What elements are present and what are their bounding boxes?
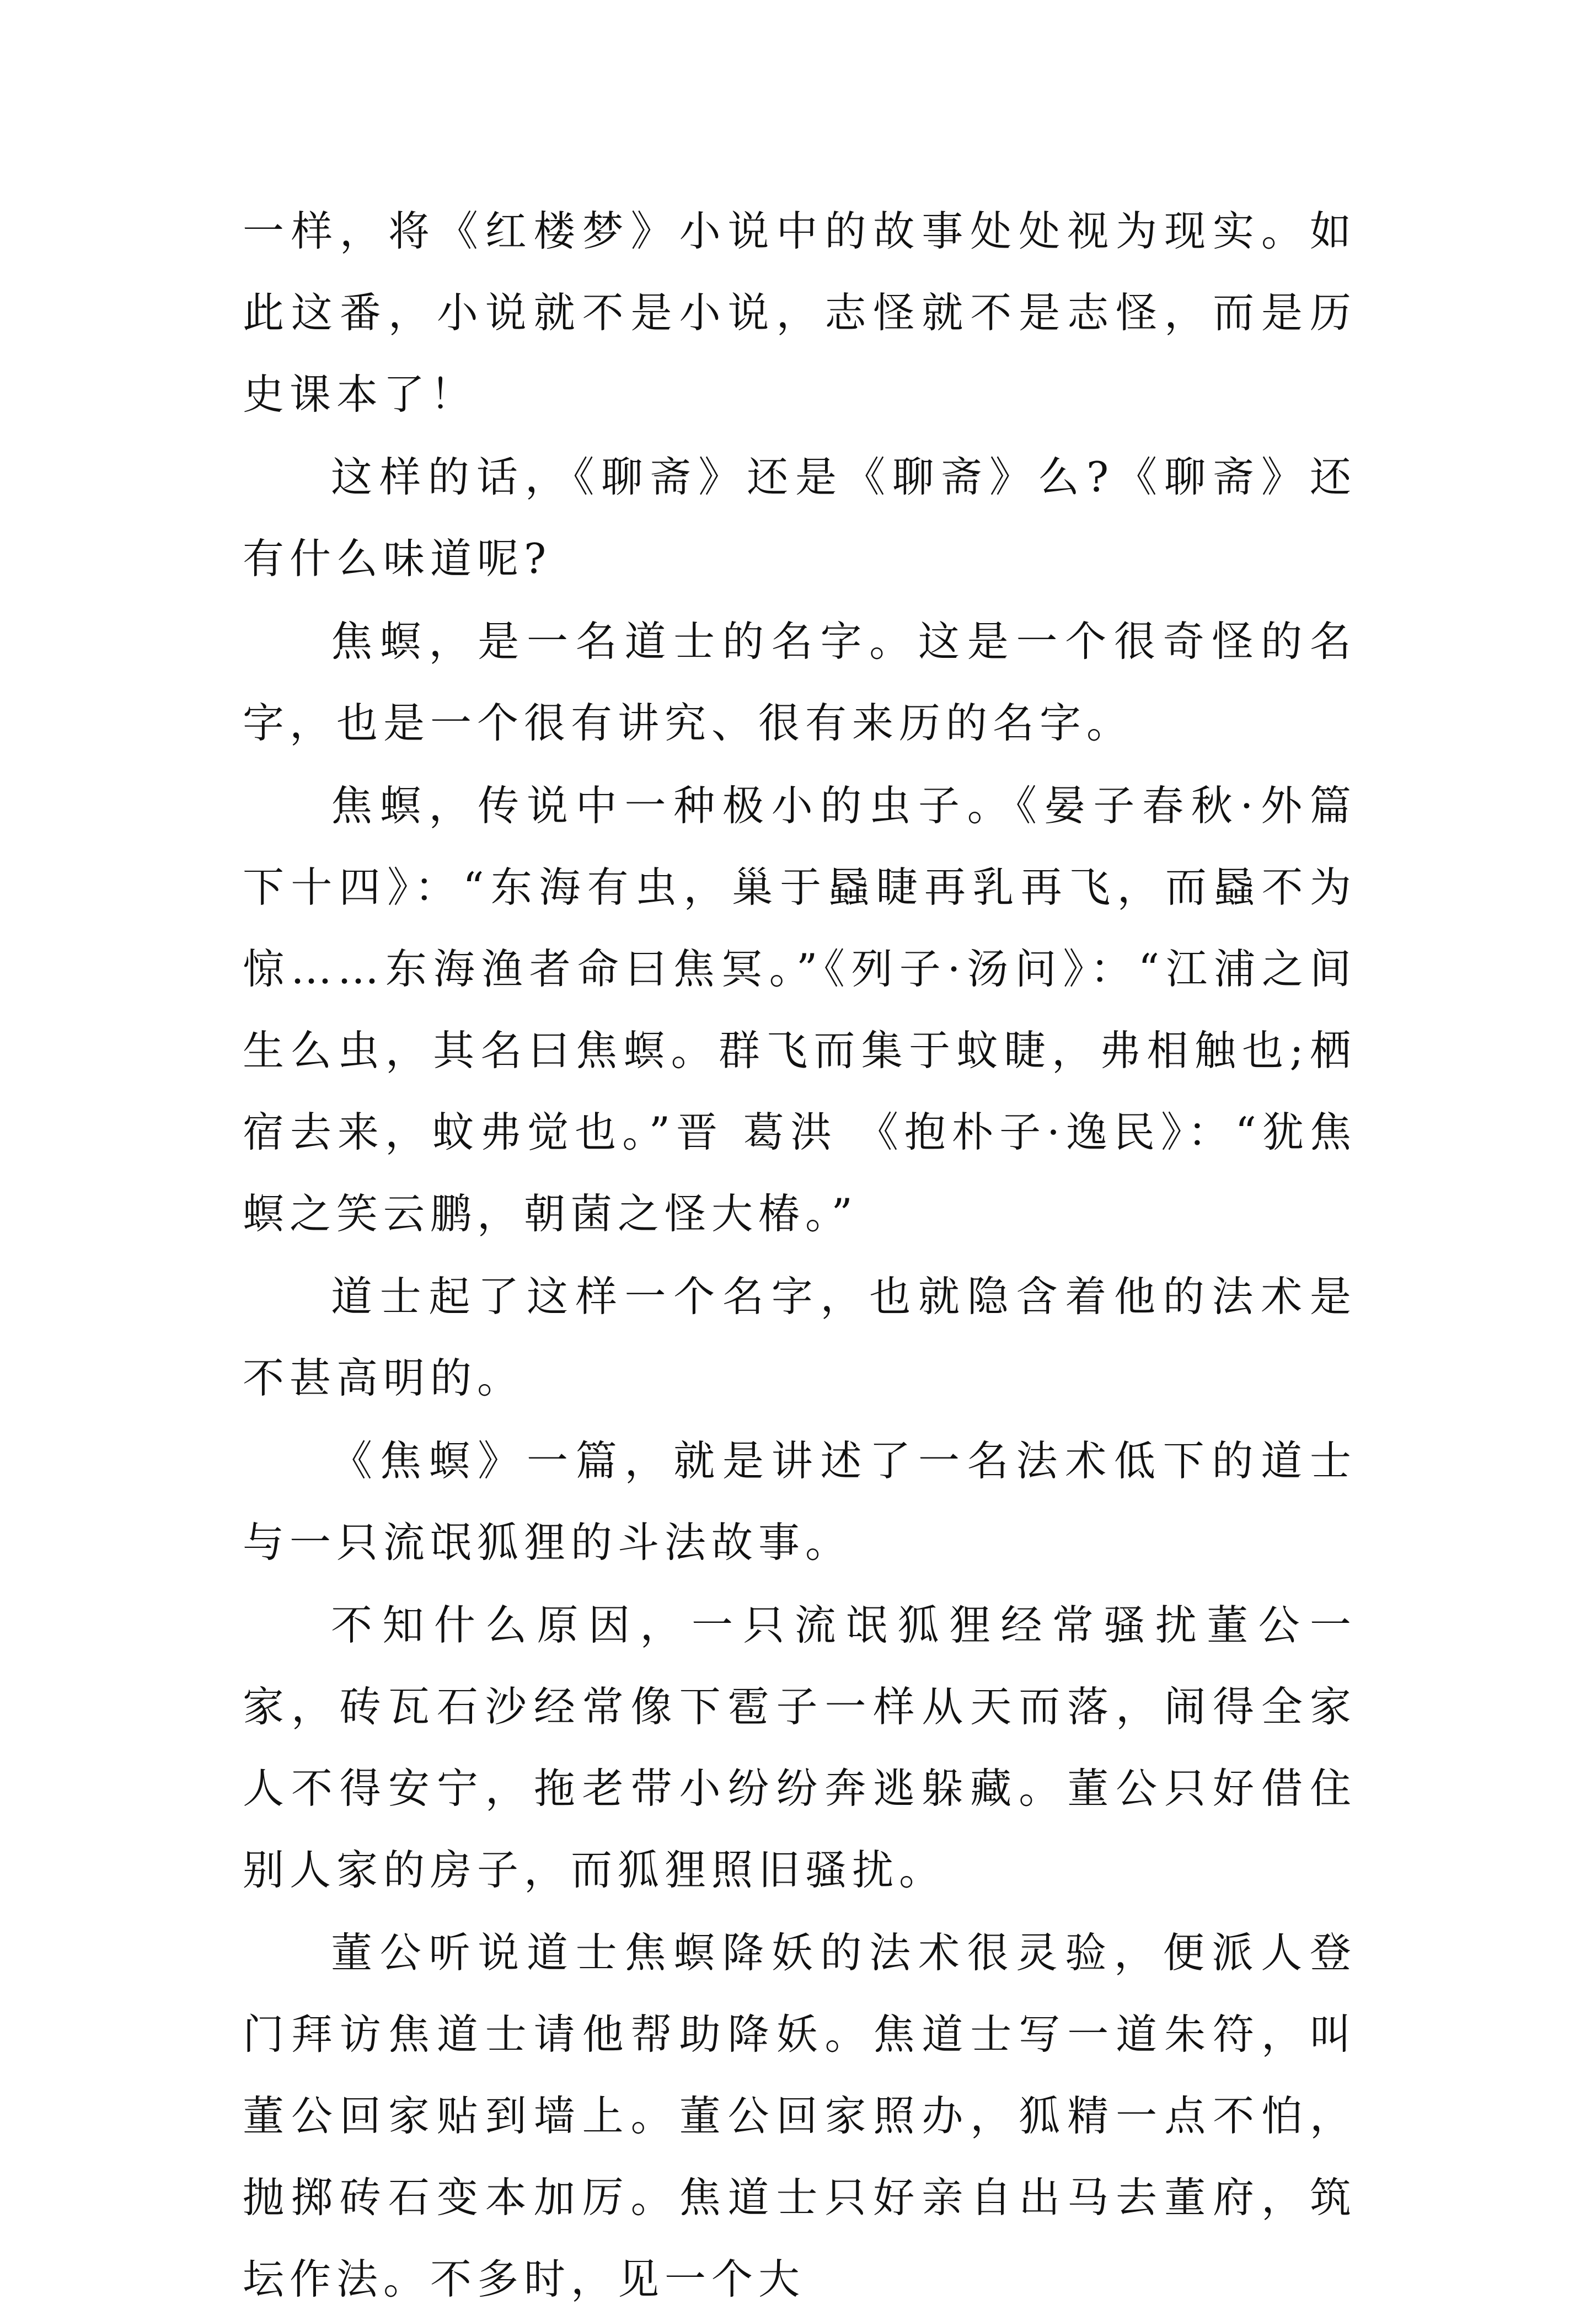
- paragraph: 一样，将《红楼梦》小说中的故事处处视为现实。如此这番，小说就不是小说，志怪就不是志怪，而是历史课本了！: [243, 207, 1357, 419]
- body-text: [243, 190, 1357, 2321]
- paragraph: 不知什么原因，一只流氓狐狸经常骚扰董公一家，砖瓦石沙经常像下雹子一样从天而落，闹得全家人不得安宁，拖老带小纷纷奔逃躲藏。董公只好借住别人家的房子，而狐狸照旧骚扰。: [243, 1601, 1357, 1894]
- paragraph: 这样的话，《聊斋》还是《聊斋》么?《聊斋》还有什么味道呢?: [243, 453, 1357, 583]
- paragraph: 道士起了这样一个名字，也就隐含着他的法术是不甚高明的。: [243, 1272, 1357, 1402]
- paragraph: 董公听说道士焦螟降妖的法术很灵验，便派人登门拜访焦道士请他帮助降妖。焦道士写一道朱符，叫董公回家贴到墙上。董公回家照办，狐精一点不怕，抛掷砖石变本加厉。焦道士只好亲自出马去董府，筑坛作法。不多时，见一个大: [243, 1928, 1357, 2303]
- paragraph: 焦螟，传说中一种极小的虫子。《晏子春秋·外篇下十四》：“东海有虫，巢于蟁睫再乳再飞，而蟁不为惊……东海渔者命曰焦冥。”《列子·汤问》：“江浦之间生么虫，其名曰焦螟。群飞而集于蚊睫，弗相触也;栖宿去来，蚊弗觉也。”晋 葛洪 《抱朴子·逸民》：“犹焦螟之笑云鹏，朝菌之怪大椿。”: [243, 781, 1357, 1238]
- paragraph: 《焦螟》一篇，就是讲述了一名法术低下的道士与一只流氓狐狸的斗法故事。: [243, 1436, 1357, 1567]
- paragraph: 焦螟，是一名道士的名字。这是一个很奇怪的名字，也是一个很有讲究、很有来历的名字。: [243, 617, 1357, 747]
